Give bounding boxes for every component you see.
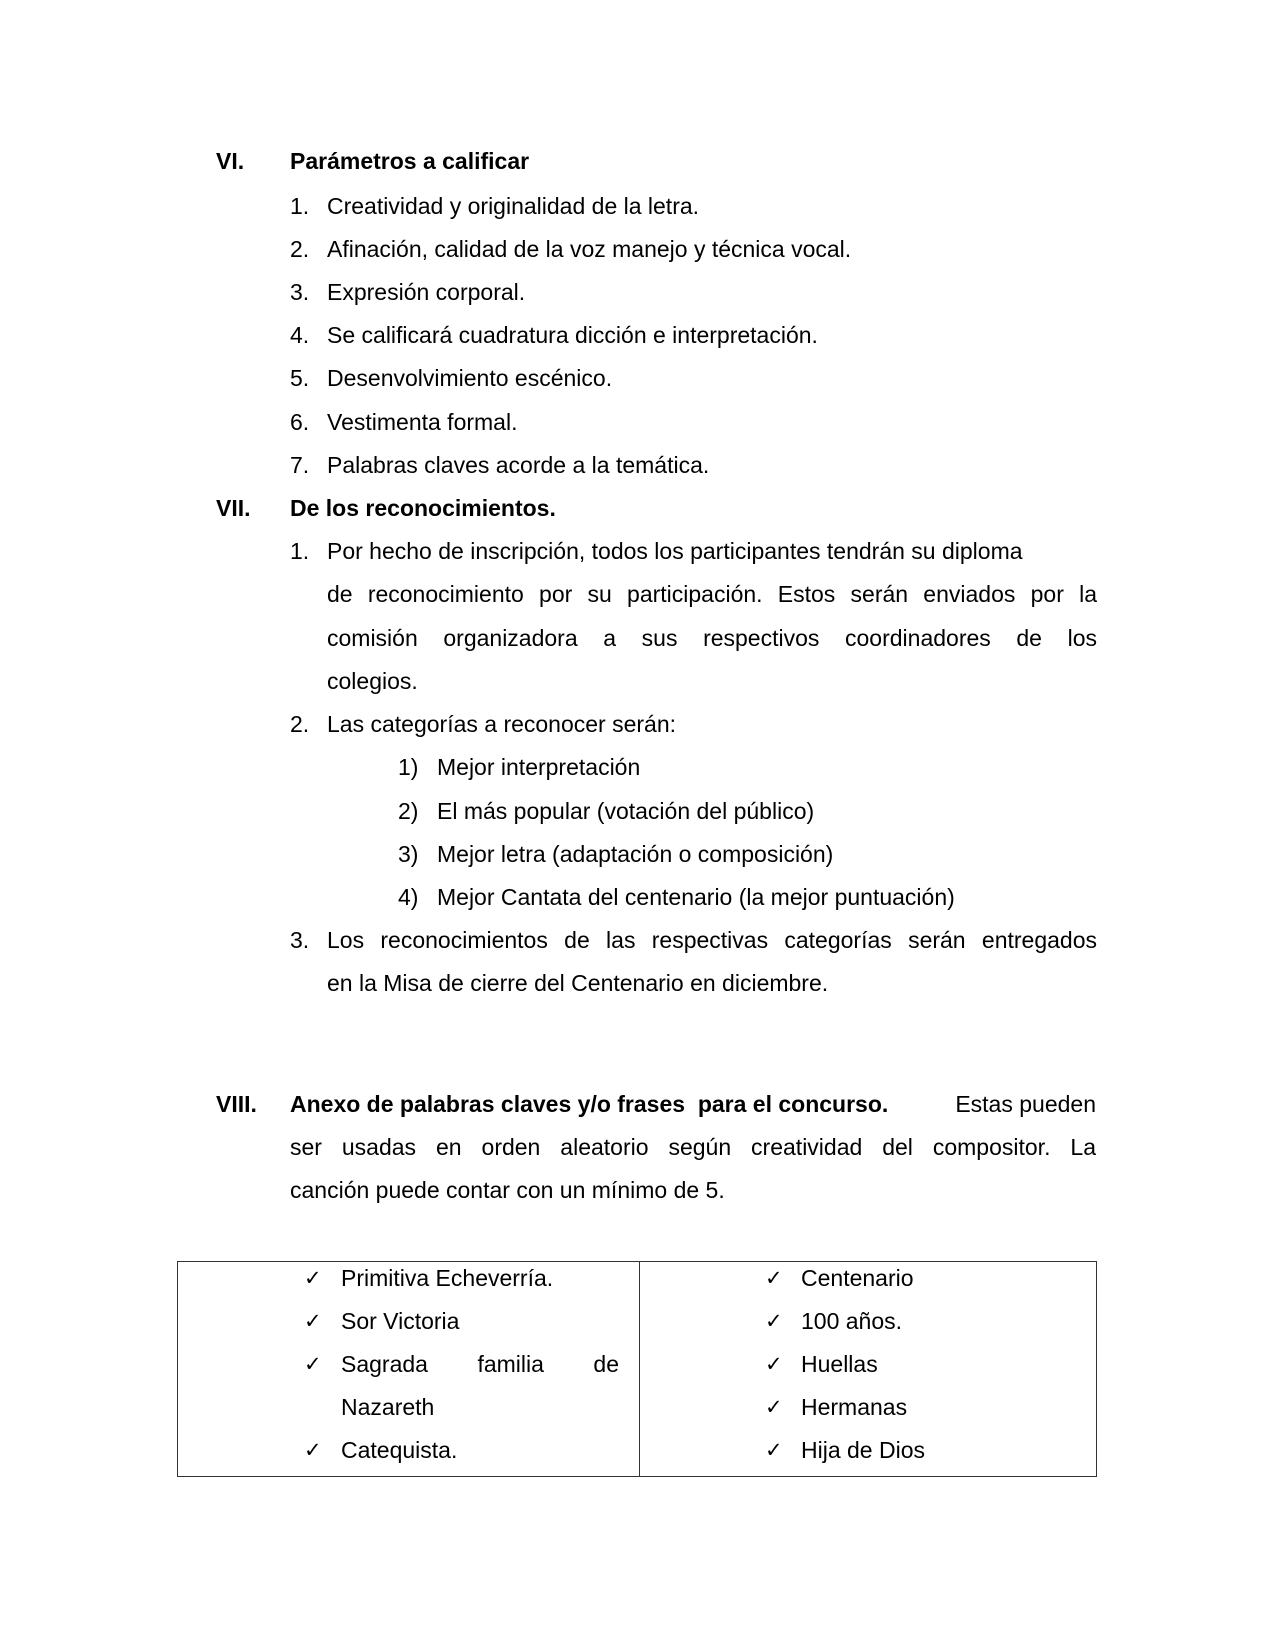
list-number: 4. xyxy=(290,322,310,348)
keywords-table xyxy=(177,1261,1097,1477)
paragraph-line: ser usadas en orden aleatorio según creatividad del compositor. La xyxy=(290,1134,1096,1160)
list-item-line: de reconocimiento por su participación. Estos serán enviados por la xyxy=(327,581,1097,607)
list-number: 7. xyxy=(290,452,310,478)
sublist-item: Mejor Cantata del centenario (la mejor puntuación) xyxy=(437,884,955,910)
sublist-item: El más popular (votación del público) xyxy=(437,798,815,824)
list-item: Expresión corporal. xyxy=(327,279,526,305)
keyword-item: Sor Victoria xyxy=(341,1308,460,1334)
sublist-number: 2) xyxy=(398,798,419,824)
list-item: Vestimenta formal. xyxy=(327,409,518,435)
sublist-item: Mejor interpretación xyxy=(437,754,641,780)
list-number: 5. xyxy=(290,365,310,391)
list-number: 2. xyxy=(290,711,310,737)
section-heading-line xyxy=(290,1090,1096,1118)
section-numeral: VI. xyxy=(216,148,245,174)
section-intro: Estas pueden xyxy=(955,1091,1096,1117)
list-item: Se calificará cuadratura dicción e interpretación. xyxy=(327,322,818,348)
check-icon: ✓ xyxy=(765,1309,783,1333)
list-number: 3. xyxy=(290,279,310,305)
list-number: 3. xyxy=(290,927,310,953)
keyword-item: Hija de Dios xyxy=(801,1437,925,1463)
list-item: Afinación, calidad de la voz manejo y técnica vocal. xyxy=(327,236,852,262)
check-icon: ✓ xyxy=(304,1438,322,1462)
list-number: 1. xyxy=(290,193,310,219)
word: Sagrada xyxy=(341,1351,428,1377)
list-number: 6. xyxy=(290,409,310,435)
section-heading: De los reconocimientos. xyxy=(290,495,556,521)
section-heading: Anexo de palabras claves y/o frases para el concurso. xyxy=(290,1091,889,1117)
word: de xyxy=(593,1351,619,1377)
keyword-item: Catequista. xyxy=(341,1437,458,1463)
keyword-item-continued: Nazareth xyxy=(341,1394,435,1420)
check-icon: ✓ xyxy=(304,1266,322,1290)
sublist-number: 4) xyxy=(398,884,419,910)
section-heading: Parámetros a calificar xyxy=(290,148,530,174)
word: familia xyxy=(477,1351,544,1377)
keyword-item xyxy=(341,1350,619,1378)
list-item-line xyxy=(327,537,1097,565)
sublist-number: 1) xyxy=(398,754,419,780)
check-icon: ✓ xyxy=(765,1438,783,1462)
keyword-item: 100 años. xyxy=(801,1308,903,1334)
list-item-line: en la Misa de cierre del Centenario en diciembre. xyxy=(327,970,829,996)
list-item-line: Los reconocimientos de las respectivas categorías serán entregados xyxy=(327,927,1097,953)
list-item: Las categorías a reconocer serán: xyxy=(327,711,677,737)
keyword-item: Huellas xyxy=(801,1351,878,1377)
sublist-number: 3) xyxy=(398,841,419,867)
check-icon: ✓ xyxy=(304,1309,322,1333)
keyword-item: Centenario xyxy=(801,1265,914,1291)
keyword-item: Primitiva Echeverría. xyxy=(341,1265,554,1291)
list-number: 1. xyxy=(290,538,310,564)
list-number: 2. xyxy=(290,236,310,262)
check-icon: ✓ xyxy=(304,1352,322,1376)
column-divider xyxy=(639,1262,640,1476)
list-item-line: comisión organizadora a sus respectivos coordinadores de los xyxy=(327,625,1097,651)
sublist-item: Mejor letra (adaptación o composición) xyxy=(437,841,834,867)
list-item: Palabras claves acorde a la temática. xyxy=(327,452,710,478)
paragraph-line: canción puede contar con un mínimo de 5. xyxy=(290,1177,725,1203)
list-item: Desenvolvimiento escénico. xyxy=(327,365,613,391)
text: Por hecho de inscripción, todos los participantes tendrán su diploma xyxy=(327,538,1023,564)
section-numeral: VII. xyxy=(216,495,251,521)
check-icon: ✓ xyxy=(765,1352,783,1376)
keyword-item: Hermanas xyxy=(801,1394,908,1420)
check-icon: ✓ xyxy=(765,1266,783,1290)
list-item-line: colegios. xyxy=(327,668,418,694)
list-item: Creatividad y originalidad de la letra. xyxy=(327,193,700,219)
section-numeral: VIII. xyxy=(216,1091,257,1117)
check-icon: ✓ xyxy=(765,1395,783,1419)
